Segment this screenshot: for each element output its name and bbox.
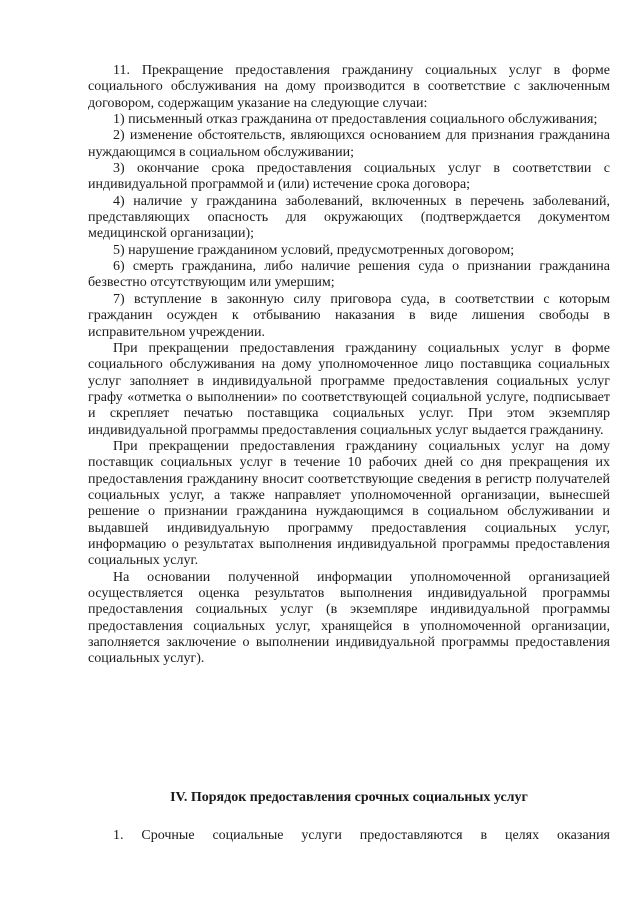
paragraph-termination-register: При прекращении предоставления гражданину социальных услуг на дому поставщик социальных услуг в течение 10 рабочих дней со дня прекращения их предоставления гражданину вносит соответствующие сведения в регистр получателей социальных услуг, а также направляет уполномоченной организации, вынесшей решение о признании гражданина нуждающимся в социальном обслуживании и выдавшей индивидуальную программу предоставления социальных услуг, информацию о результатах выполнения индивидуальной программы предоставления социальных услуг. [88, 438, 610, 569]
paragraph-11: 11. Прекращение предоставления гражданину социальных услуг в форме социального обслуживания на дому производится в соответствие с заключенным договором, содержащим указание на следующие случаи: [88, 63, 610, 111]
list-item-2: 2) изменение обстоятельств, являющихся основанием для признания гражданина нуждающимся в социальном обслуживании; [88, 128, 610, 160]
list-item-3: 3) окончание срока предоставления социальных услуг в соответствии с индивидуальной программой и (или) истечение срока договора; [88, 161, 610, 193]
document-body [88, 63, 610, 668]
list-item-6: 6) смерть гражданина, либо наличие решения суда о признании гражданина безвестно отсутствующим или умершим; [88, 259, 610, 291]
paragraph-evaluation: На основании полученной информации уполномоченной организацией осуществляется оценка результатов выполнения индивидуальной программы предоставления социальных услуг (в экземпляре индивидуальной программы предоставления социальных услуг, хранящейся в уполномоченной организации, заполняется заключение о выполнении индивидуальной программы предоставления социальных услуг). [88, 569, 610, 667]
list-item-4: 4) наличие у гражданина заболеваний, включенных в перечень заболеваний, представляющих опасность для окружающих (подтверждается документом медицинской организации); [88, 193, 610, 242]
list-item-5: 5) нарушение гражданином условий, предусмотренных договором; [113, 242, 515, 258]
section-heading: IV. Порядок предоставления срочных социальных услуг [170, 790, 528, 805]
list-item-7: 7) вступление в законную силу приговора суда, в соответствии с которым гражданин осужден к отбыванию наказания в виде лишения свободы в исправительном учреждении. [88, 291, 610, 340]
section-first-paragraph: 1. Срочные социальные услуги предоставляются в целях оказания [113, 828, 610, 843]
list-item-1: 1) письменный отказ гражданина от предоставления социального обслуживания; [113, 112, 598, 128]
paragraph-termination-form: При прекращении предоставления гражданину социальных услуг в форме социального обслуживания на дому уполномоченное лицо поставщика социальных услуг заполняет в индивидуальной программе предоставления социальных услуг графу «отметка о выполнении» по соответствующей социальной услуге, подписывает и скрепляет печатью поставщика социальных услуг. При этом экземпляр индивидуальной программы предоставления социальных услуг выдается гражданину. [88, 340, 610, 438]
